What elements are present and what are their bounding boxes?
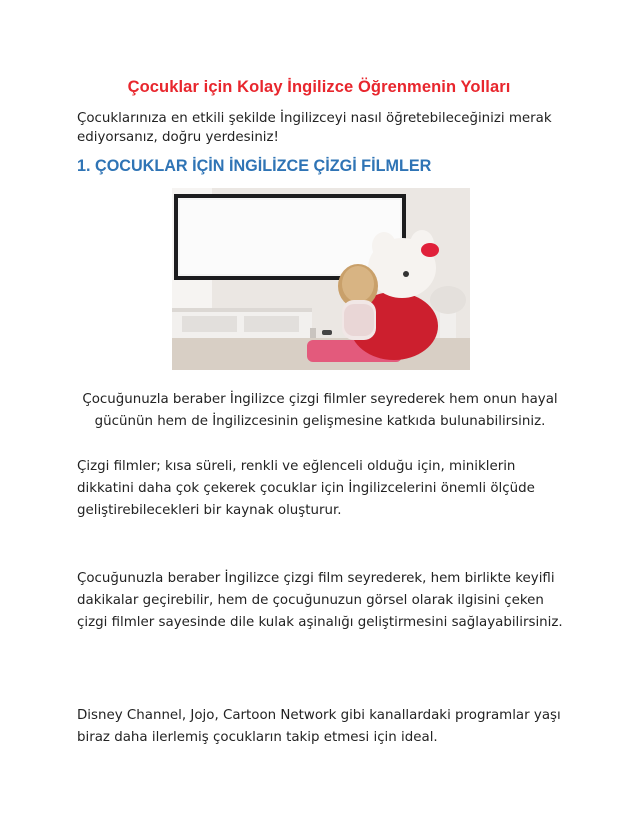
image-caption: Çocuğunuzla beraber İngilizce çizgi filmler seyrederek hem onun hayal gücünün hem de İngilizcesinin gelişmesine katkıda bulunabilirsiniz. bbox=[82, 392, 558, 429]
child-watching-tv-photo bbox=[172, 188, 470, 370]
body-paragraph-3: Disney Channel, Jojo, Cartoon Network gibi kanallardaki programlar yaşı biraz daha ilerlemiş çocukların takip etmesi için ideal. bbox=[77, 708, 561, 745]
document-title: Çocuklar için Kolay İngilizce Öğrenmenin Yolları bbox=[127, 78, 511, 96]
section-heading: 1. ÇOCUKLAR İÇİN İNGİLİZCE ÇİZGİ FİLMLER bbox=[77, 157, 432, 175]
body-paragraph-2: Çocuğunuzla beraber İngilizce çizgi film seyrederek, hem birlikte keyifli dakikalar geçirebilir, hem de çocuğunuzun görsel olarak ilgisini çeken çizgi filmler sayesinde dile kulak aşinalığı geliştirmesini sağlayabilirsiniz. bbox=[77, 571, 563, 630]
body-paragraph-1: Çizgi filmler; kısa süreli, renkli ve eğlenceli olduğu için, miniklerin dikkatini daha çok çekerek çocuklar için İngilizcelerini önemli ölçüde geliştirebilecekleri bir kaynak oluşturur. bbox=[77, 459, 535, 518]
intro-paragraph: Çocuklarınıza en etkili şekilde İngilizceyi nasıl öğretebileceğinizi merak ediyorsanız, doğru yerdesiniz! bbox=[77, 111, 552, 145]
